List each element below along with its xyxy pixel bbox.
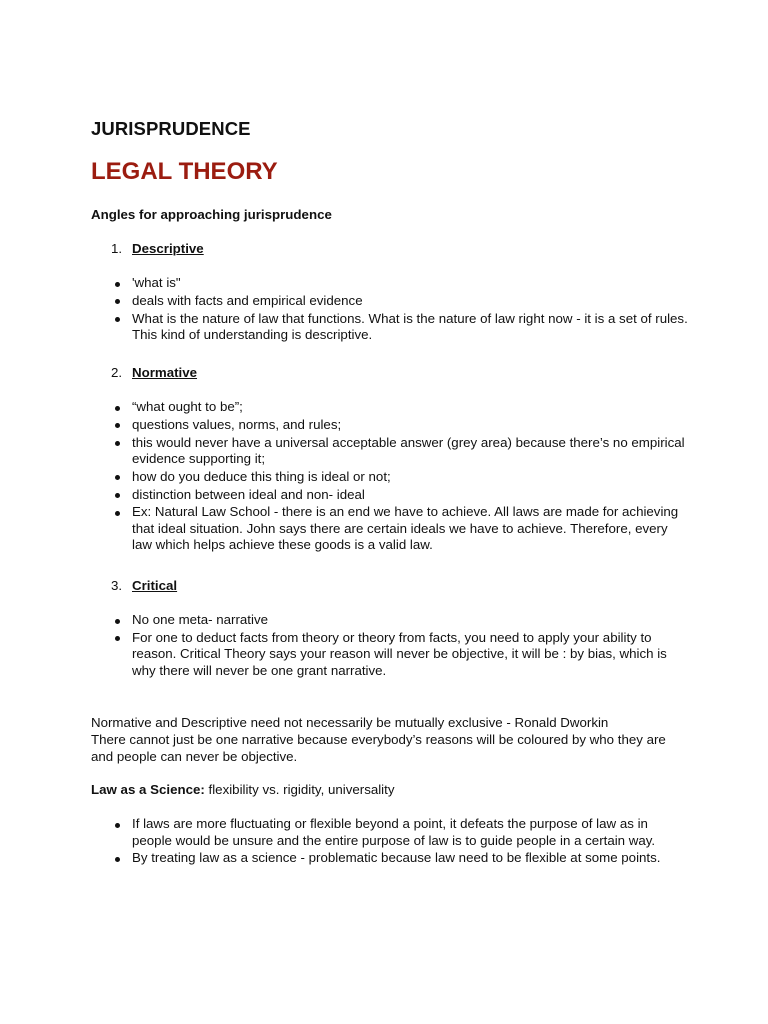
document-title: JURISPRUDENCE: [91, 118, 251, 139]
list-number: 3.: [111, 578, 123, 593]
list-item-text: What is the nature of law that functions. What is the nature of law right now - it is a set of rules. This kind of understanding is descriptive.: [132, 310, 688, 343]
list-item-text: “what ought to be”;: [132, 399, 243, 414]
list-item: [91, 417, 691, 434]
bullet-icon: [115, 823, 120, 828]
bullet-icon: [115, 423, 120, 428]
numbered-heading-critical: [111, 577, 177, 594]
list-item: [91, 630, 691, 680]
list-item-text: No one meta- narrative: [132, 612, 268, 627]
bullet-icon: [115, 857, 120, 862]
law-as-science-line: [91, 782, 691, 799]
law-as-science-text: flexibility vs. rigidity, universality: [204, 782, 395, 797]
list-item: [91, 487, 691, 504]
normative-bullet-list: [91, 399, 691, 555]
law-as-science-label: Law as a Science:: [91, 782, 205, 797]
list-item-text: deals with facts and empirical evidence: [132, 292, 363, 308]
list-item: [91, 311, 691, 344]
list-item-text: this would never have a universal acceptable answer (grey area) because there’s no empirical evidence supporting it;: [132, 434, 685, 467]
critical-bullet-list: [91, 612, 691, 681]
bullet-icon: [115, 475, 120, 480]
numbered-heading-normative: [111, 364, 197, 381]
list-item-text: Ex: Natural Law School - there is an end we have to achieve. All laws are made for achieving that ideal situation. John says there are certain ideals we have to achieve. Therefore, every law which helps achieve these goods is a valid law.: [132, 504, 679, 553]
bullet-icon: [115, 511, 120, 516]
list-item-text: how do you deduce this thing is ideal or not;: [132, 468, 391, 484]
intro-line: Angles for approaching jurisprudence: [91, 207, 332, 222]
list-item-text: If laws are more fluctuating or flexible beyond a point, it defeats the purpose of law as in people would be unsure and the entire purpose of law is to guide people in a certain way.: [132, 816, 656, 848]
descriptive-bullet-list: [91, 275, 691, 345]
list-item: [91, 612, 691, 629]
bullet-icon: [115, 636, 120, 641]
bullet-icon: [115, 441, 120, 446]
list-item-text: By treating law as a science - problematic because law need to be flexible at some points.: [132, 850, 661, 866]
list-item-text: For one to deduct facts from theory or theory from facts, you need to apply your ability to reason. Critical Theory says your reason will never be objective, it will be : by bias, which is why there will never be one grant narrative.: [132, 629, 667, 678]
section-heading-legal-theory: LEGAL THEORY: [91, 158, 278, 185]
bullet-icon: [115, 619, 120, 624]
bullet-icon: [115, 406, 120, 411]
numbered-heading-descriptive: [111, 240, 204, 257]
list-item: [91, 469, 691, 486]
list-item: [91, 275, 691, 292]
bullet-icon: [115, 282, 120, 287]
numbered-heading-label: Normative: [132, 365, 198, 380]
list-item: [91, 816, 691, 849]
list-item: [91, 435, 691, 468]
paragraph-narrative: There cannot just be one narrative because everybody’s reasons will be coloured by who they are and people can never be objective.: [91, 732, 666, 764]
list-item: [91, 293, 691, 310]
list-item-text: distinction between ideal and non- ideal: [132, 486, 365, 502]
list-item: [91, 399, 691, 416]
list-item: [91, 504, 691, 554]
bullet-icon: [115, 493, 120, 498]
science-bullet-list: [91, 816, 691, 868]
bullet-icon: [115, 317, 120, 322]
list-number: 2.: [111, 365, 123, 380]
list-item: [91, 850, 691, 867]
list-number: 1.: [111, 241, 123, 256]
numbered-heading-label: Critical: [132, 578, 178, 593]
list-item-text: 'what is": [132, 275, 181, 290]
bullet-icon: [115, 299, 120, 304]
list-item-text: questions values, norms, and rules;: [132, 416, 342, 432]
numbered-heading-label: Descriptive: [132, 241, 204, 256]
paragraph-dworkin: Normative and Descriptive need not necessarily be mutually exclusive - Ronald Dworkin: [91, 715, 609, 730]
